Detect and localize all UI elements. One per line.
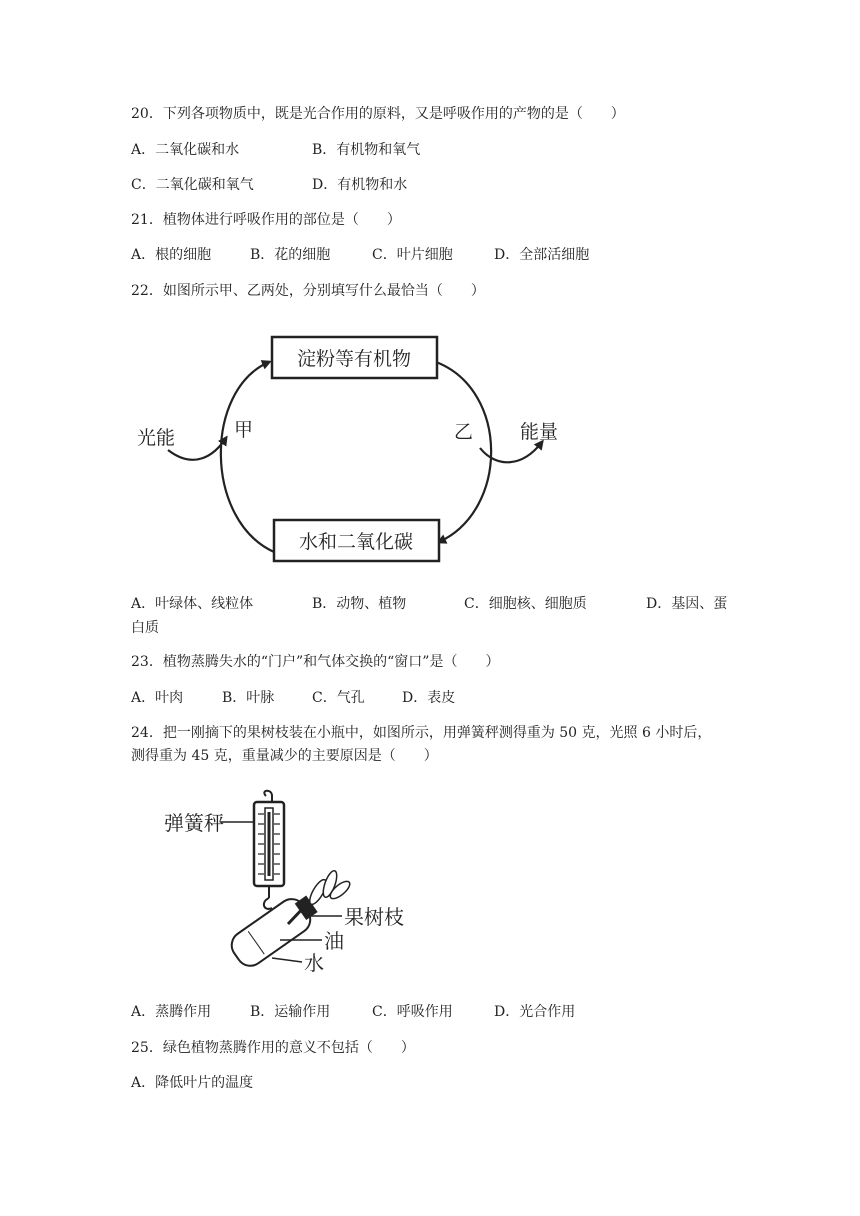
question-24-stem-line2: 测得重为 45 克，重量减少的主要原因是（ ） [131,748,438,764]
q22-option-d-wrap: 白质 [131,620,159,636]
energy-output-arrow [480,442,542,462]
q23-option-c: C．气孔 [312,690,365,706]
q22-option-a: A．叶绿体、线粒体 [131,596,254,612]
q24-option-a: A．蒸腾作用 [131,1004,212,1020]
q20-option-b: B．有机物和氧气 [312,142,421,158]
left-arc-arrow [221,362,274,552]
q23-option-d: D．表皮 [402,690,456,706]
question-23-stem: 23．植物蒸腾失水的“门户”和气体交换的“窗口”是（ ） [131,654,500,670]
q22-option-b: B．动物、植物 [312,596,407,612]
question-24-stem-line1: 24．把一刚摘下的果树枝装在小瓶中，如图所示，用弹簧秤测得重为 50 克，光照 6 小时后， [131,725,712,741]
question-21-stem: 21．植物体进行呼吸作用的部位是（ ） [131,212,401,228]
water-label: 水 [304,951,324,975]
q21-option-a: A．根的细胞 [131,247,212,263]
q24-option-d: D．光合作用 [494,1004,576,1020]
q21-option-d: D．全部活细胞 [494,247,590,263]
jia-label: 甲 [234,419,254,441]
bottom-box-label: 水和二氧化碳 [298,531,414,553]
q22-option-c: C．细胞核、细胞质 [464,596,587,612]
q20-option-a: A．二氧化碳和水 [131,142,240,158]
question-22-stem: 22．如图所示甲、乙两处，分别填写什么最恰当（ ） [131,283,485,299]
light-input-arrow [168,438,226,460]
energy-label: 能量 [520,421,559,443]
yi-label: 乙 [454,421,474,443]
top-box-label: 淀粉等有机物 [296,348,412,370]
q25-option-a: A．降低叶片的温度 [131,1075,254,1091]
oil-label: 油 [324,929,344,953]
q22-option-d: D．基因、蛋 [646,596,728,612]
question-25-stem: 25．绿色植物蒸腾作用的意义不包括（ ） [131,1040,415,1056]
scale-label: 弹簧秤 [164,811,224,835]
q20-option-d: D．有机物和水 [312,177,408,193]
q20-option-c: C．二氧化碳和氧气 [131,177,254,193]
q24-option-c: C．呼吸作用 [372,1004,453,1020]
branch-label: 果树枝 [344,905,404,929]
spring-scale-diagram [160,788,410,976]
question-20-stem: 20．下列各项物质中，既是光合作用的原料，又是呼吸作用的产物的是（ ） [131,106,625,122]
q23-option-a: A．叶肉 [131,690,184,706]
q21-option-c: C．叶片细胞 [372,247,453,263]
light-energy-label: 光能 [137,427,176,449]
photosynthesis-respiration-diagram [134,320,574,578]
q23-option-b: B．叶脉 [222,690,275,706]
q21-option-b: B．花的细胞 [250,247,331,263]
q24-option-b: B．运输作用 [250,1004,331,1020]
